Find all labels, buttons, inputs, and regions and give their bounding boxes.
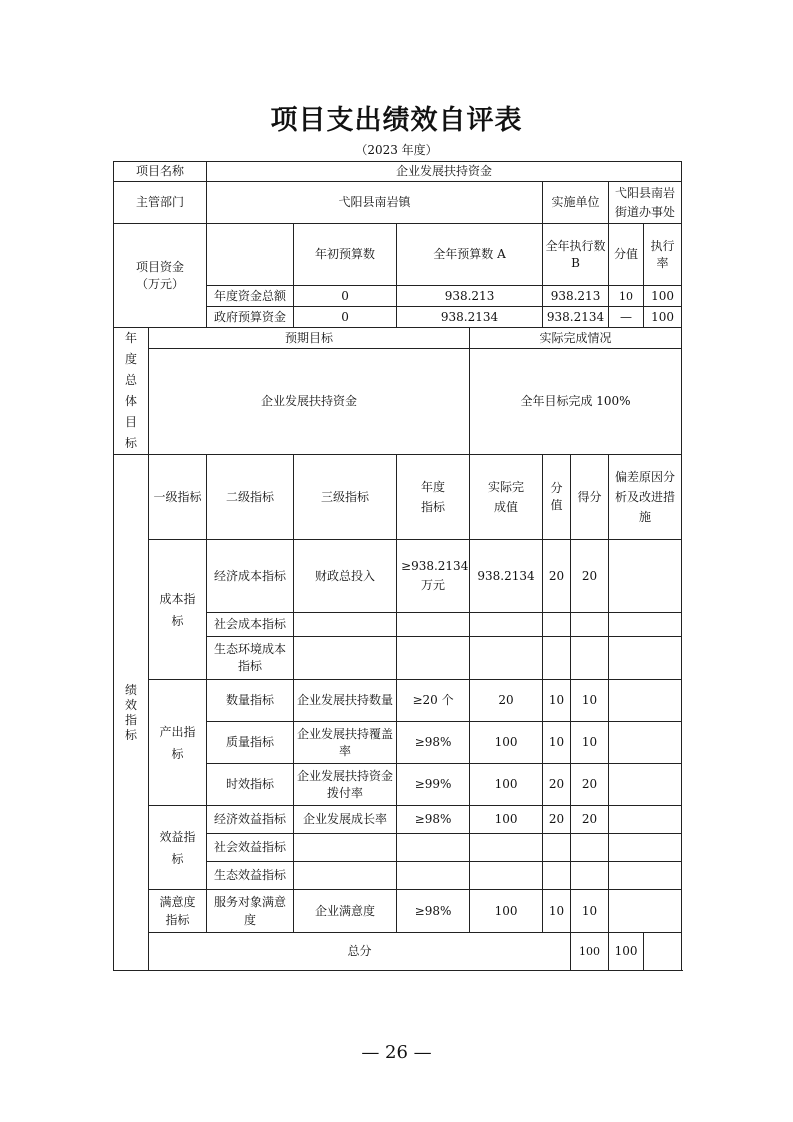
indicators-header-level3: 三级指标 (294, 455, 397, 540)
indicator-actual: 100 (470, 806, 543, 834)
funds-row-initial: 0 (294, 307, 397, 328)
indicator-level3: 企业发展扶持覆盖率 (294, 722, 397, 764)
indicator-score: 10 (571, 680, 609, 722)
indicator-target: ≥98% (397, 722, 470, 764)
funds-header-score-value: 分值 (609, 224, 644, 286)
indicator-target: ≥98% (397, 806, 470, 834)
indicator-level3: 财政总投入 (294, 540, 397, 613)
indicator-deviation (609, 862, 682, 890)
funds-row-exec-rate: 100 (644, 286, 682, 307)
indicator-score-value: 10 (543, 722, 571, 764)
total-score: 100 (609, 933, 644, 971)
indicators-header-score-value: 分值 (543, 455, 571, 540)
funds-header-annual: 全年预算数 A (397, 224, 543, 286)
indicator-score-value (543, 862, 571, 890)
funds-row-exec-rate: 100 (644, 307, 682, 328)
indicator-level3 (294, 613, 397, 637)
indicator-deviation (609, 722, 682, 764)
indicator-deviation (609, 806, 682, 834)
indicator-level3 (294, 834, 397, 862)
funds-row-annual: 938.2134 (397, 307, 543, 328)
funds-row-score-value: 10 (609, 286, 644, 307)
unit-value: 弋阳县南岩街道办事处 (609, 182, 682, 224)
indicator-score-value: 20 (543, 806, 571, 834)
project-name-label: 项目名称 (114, 162, 207, 182)
indicators-header-level2: 二级指标 (207, 455, 294, 540)
indicators-section-label: 绩效指标 (114, 455, 149, 971)
evaluation-table (113, 161, 682, 971)
total-label: 总分 (149, 933, 571, 971)
indicator-level2: 服务对象满意度 (207, 890, 294, 933)
indicator-level3: 企业发展扶持资金拨付率 (294, 764, 397, 806)
funds-header-executed: 全年执行数 B (543, 224, 609, 286)
indicator-score-value: 20 (543, 764, 571, 806)
indicator-deviation (609, 680, 682, 722)
indicator-score: 20 (571, 806, 609, 834)
indicator-level2: 生态环境成本指标 (207, 637, 294, 680)
level1-satisfaction: 满意度指标 (149, 890, 207, 933)
indicator-level3 (294, 862, 397, 890)
indicator-actual (470, 834, 543, 862)
indicator-score-value: 20 (543, 540, 571, 613)
project-name-value: 企业发展扶持资金 (207, 162, 682, 182)
funds-row-label: 年度资金总额 (207, 286, 294, 307)
total-deviation (644, 933, 682, 971)
dept-value: 弋阳县南岩镇 (207, 182, 543, 224)
indicator-actual (470, 637, 543, 680)
indicator-score (571, 862, 609, 890)
indicator-score-value: 10 (543, 890, 571, 933)
indicator-deviation (609, 540, 682, 613)
indicator-deviation (609, 613, 682, 637)
funds-header-exec-rate: 执行率 (644, 224, 682, 286)
indicator-level2: 时效指标 (207, 764, 294, 806)
indicator-level3: 企业发展成长率 (294, 806, 397, 834)
indicator-score (571, 613, 609, 637)
indicator-score (571, 637, 609, 680)
goals-expected-header: 预期目标 (149, 328, 470, 349)
document-title: 项目支出绩效自评表 (270, 105, 523, 136)
funds-label: 项目资金 （万元） (114, 224, 207, 328)
indicator-target: ≥98% (397, 890, 470, 933)
indicator-actual: 100 (470, 890, 543, 933)
funds-row-annual: 938.213 (397, 286, 543, 307)
indicator-score: 10 (571, 890, 609, 933)
indicator-score (571, 834, 609, 862)
indicator-actual (470, 613, 543, 637)
unit-label: 实施单位 (543, 182, 609, 224)
indicators-header-score: 得分 (571, 455, 609, 540)
goals-expected-value: 企业发展扶持资金 (149, 349, 470, 455)
indicator-level3: 企业满意度 (294, 890, 397, 933)
indicator-score-value (543, 834, 571, 862)
year-label: （2023 年度） (355, 143, 438, 157)
funds-row-executed: 938.2134 (543, 307, 609, 328)
indicator-target (397, 834, 470, 862)
indicator-actual: 100 (470, 764, 543, 806)
indicator-target: ≥20 个 (397, 680, 470, 722)
indicator-deviation (609, 834, 682, 862)
indicator-target (397, 613, 470, 637)
indicator-score: 20 (571, 540, 609, 613)
indicators-header-actual: 实际完成值 (470, 455, 543, 540)
funds-header-initial: 年初预算数 (294, 224, 397, 286)
funds-row-label: 政府预算资金 (207, 307, 294, 328)
funds-header-blank (207, 224, 294, 286)
indicators-header-target: 年度指标 (397, 455, 470, 540)
funds-row-executed: 938.213 (543, 286, 609, 307)
level1-cost: 成本指标 (149, 540, 207, 680)
indicator-deviation (609, 764, 682, 806)
indicator-target: ≥99% (397, 764, 470, 806)
indicator-deviation (609, 890, 682, 933)
indicator-level2: 经济效益指标 (207, 806, 294, 834)
goals-label: 年度总体目标 (114, 328, 149, 455)
indicator-level2: 社会效益指标 (207, 834, 294, 862)
indicator-actual: 100 (470, 722, 543, 764)
indicator-level3 (294, 637, 397, 680)
indicator-level3: 企业发展扶持数量 (294, 680, 397, 722)
indicator-score-value: 10 (543, 680, 571, 722)
indicator-target (397, 637, 470, 680)
total-score-value: 100 (571, 933, 609, 971)
indicator-target: ≥938.2134 万元 (397, 540, 470, 613)
indicators-header-level1: 一级指标 (149, 455, 207, 540)
indicator-level2: 社会成本指标 (207, 613, 294, 637)
funds-row-initial: 0 (294, 286, 397, 307)
indicator-level2: 生态效益指标 (207, 862, 294, 890)
indicator-actual: 20 (470, 680, 543, 722)
indicator-level2: 经济成本指标 (207, 540, 294, 613)
indicator-score: 20 (571, 764, 609, 806)
goals-actual-value: 全年目标完成 100% (470, 349, 682, 455)
indicator-score-value (543, 637, 571, 680)
funds-row-score-value: — (609, 307, 644, 328)
indicator-score: 10 (571, 722, 609, 764)
level1-benefit: 效益指标 (149, 806, 207, 890)
dept-label: 主管部门 (114, 182, 207, 224)
level1-output: 产出指标 (149, 680, 207, 806)
indicator-score-value (543, 613, 571, 637)
indicator-actual (470, 862, 543, 890)
goals-actual-header: 实际完成情况 (470, 328, 682, 349)
indicator-target (397, 862, 470, 890)
indicator-level2: 数量指标 (207, 680, 294, 722)
indicator-actual: 938.2134 (470, 540, 543, 613)
indicator-deviation (609, 637, 682, 680)
indicators-header-deviation: 偏差原因分析及改进措施 (609, 455, 682, 540)
page-number: — 26 — (361, 1042, 432, 1063)
indicator-level2: 质量指标 (207, 722, 294, 764)
